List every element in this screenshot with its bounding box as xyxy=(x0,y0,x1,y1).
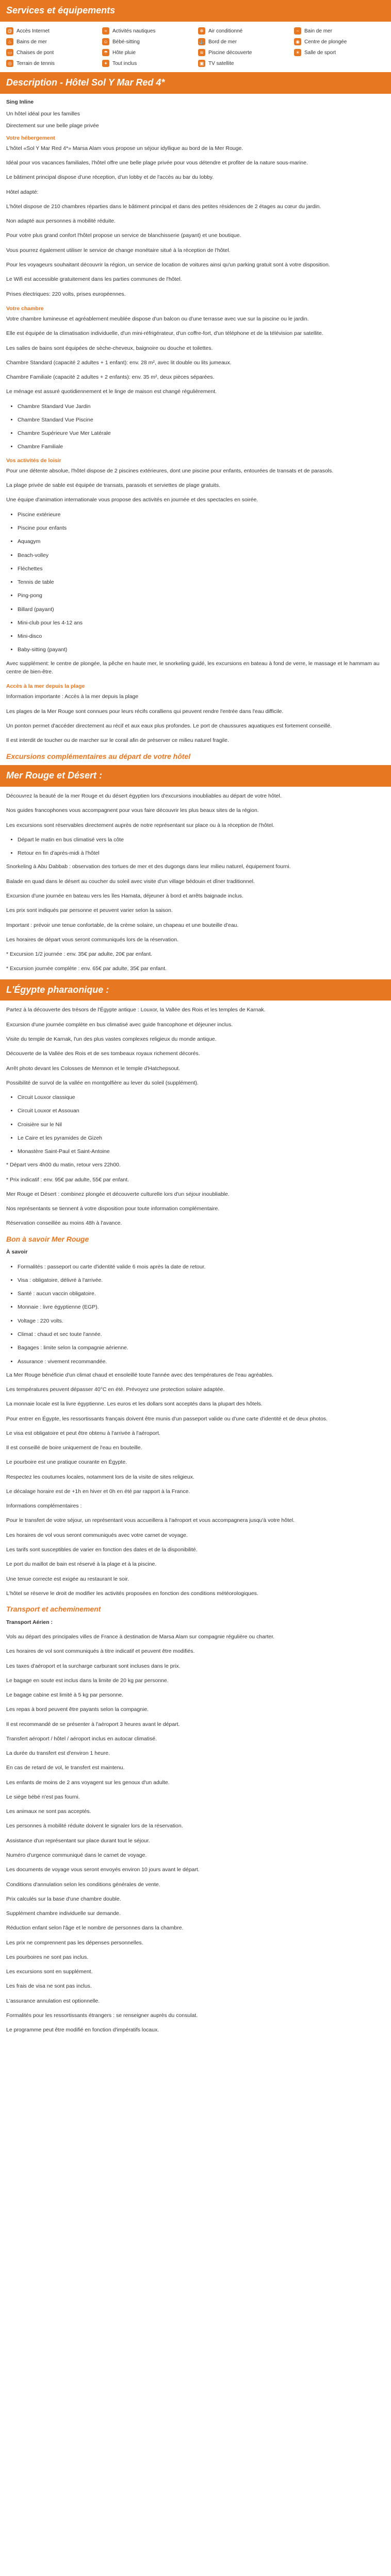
label: À savoir xyxy=(6,1249,28,1256)
activity-icon: ≈ xyxy=(102,27,109,35)
paragraph: Excursion d'une journée en bateau vers les îles Hamata, déjeuner à bord et arrêts baignade inclus. xyxy=(6,892,243,899)
section xyxy=(6,456,385,676)
aircon-icon: ❄ xyxy=(198,27,205,35)
paragraph: * Excursion journée complète : env. 65€ par adulte, 35€ par enfant. xyxy=(6,965,167,972)
bullet-item: • Piscine pour enfants xyxy=(18,524,385,532)
paragraph: Les pourboires ne sont pas inclus. xyxy=(6,1954,89,1960)
paragraph: Supplément chambre individuelle sur demande. xyxy=(6,1910,121,1917)
bullet-item: • Circuit Louxor et Assouan xyxy=(18,1107,385,1115)
car-icon: ◉ xyxy=(294,38,301,45)
paragraph: Visite du temple de Karnak, l'un des plus vastes complexes religieux du monde antique. xyxy=(6,1036,217,1042)
service-item xyxy=(102,38,193,46)
bullet-list xyxy=(6,402,385,451)
paragraph: En cas de retard de vol, le transfert est maintenu. xyxy=(6,1765,125,1771)
bullet-item: • Chambre Standard Vue Piscine xyxy=(18,416,385,424)
paragraph: Prises électriques: 220 volts, prises européennes. xyxy=(6,291,126,297)
paragraph: Les taxes d'aéroport et la surcharge carburant sont incluses dans le prix. xyxy=(6,1663,181,1669)
sun-icon: ☀ xyxy=(294,49,301,56)
section xyxy=(6,765,385,973)
paragraph: Les horaires de vol sont communiqués à titre indicatif et peuvent être modifiés. xyxy=(6,1648,195,1655)
service-label: Bains de mer xyxy=(17,39,47,45)
paragraph: Les frais de visa ne sont pas inclus. xyxy=(6,1983,92,1990)
section xyxy=(6,751,385,762)
paragraph: * Excursion 1/2 journée : env. 35€ par adulte, 20€ par enfant. xyxy=(6,951,152,958)
service-label: Accès Internet xyxy=(17,28,50,34)
paragraph: Il est interdit de toucher ou de marcher sur le corail afin de préserver ce milieu naturel fragile. xyxy=(6,737,229,744)
paragraph: Découverte de la Vallée des Rois et de ses tombeaux royaux richement décorés. xyxy=(6,1050,200,1057)
service-label: Chaises de pont xyxy=(17,49,54,56)
cabin-icon: ☂ xyxy=(102,49,109,56)
paragraph: Conditions d'annulation selon les conditions générales de vente. xyxy=(6,1881,160,1888)
paragraph: L'hôtel «Sol Y Mar Red 4*» Marsa Alam vous propose un séjour idyllique au bord de la Mer Rouge. xyxy=(6,145,243,151)
service-label: Centre de plongée xyxy=(304,39,347,45)
paragraph: Les températures peuvent dépasser 40°C en été. Prévoyez une protection solaire adaptée. xyxy=(6,1386,225,1393)
bullet-item: • Monastère Saint-Paul et Saint-Antoine xyxy=(18,1147,385,1156)
label: Transport Aérien : xyxy=(6,1619,53,1625)
bullet-item: • Aquagym xyxy=(18,537,385,546)
service-label: Bord de mer xyxy=(208,39,237,45)
bullet-item: • Climat : chaud et sec toute l'année. xyxy=(18,1330,385,1338)
paragraph: Pour votre plus grand confort l'hôtel propose un service de blanchisserie (payant) et une boutique. xyxy=(6,232,241,239)
paragraph: Une équipe d'animation internationale vous propose des activités en journée et des spectacles en soirée. xyxy=(6,497,258,503)
paragraph: Nos représentants se tiennent à votre disposition pour toute information complémentaire. xyxy=(6,1206,220,1212)
paragraph: Le pourboire est une pratique courante en Égypte. xyxy=(6,1459,127,1466)
bullet-item: • Tennis de table xyxy=(18,578,385,586)
bullet-item: • Chambre Standard Vue Jardin xyxy=(18,402,385,411)
service-item xyxy=(6,27,97,36)
paragraph: Les horaires de départ vous seront communiqués lors de la réservation. xyxy=(6,936,178,943)
paragraph: Elle est équipée de la climatisation individuelle, d'un mini-réfrigérateur, d'un coffre-fort, d'un téléphone et de la télévision par satellite. xyxy=(6,330,323,337)
paragraph: Les horaires de vol vous seront communiqués avec votre carnet de voyage. xyxy=(6,1532,188,1538)
section-heading: Bon à savoir Mer Rouge xyxy=(6,1234,89,1243)
paragraph: Les salles de bains sont équipées de sèche-cheveux, baignoire ou douche et toilettes. xyxy=(6,345,213,351)
pool-icon: ≋ xyxy=(198,49,205,56)
intro-title: Sing Inline xyxy=(6,98,34,105)
bullet-item: • Ping-pong xyxy=(18,591,385,600)
section xyxy=(6,682,385,744)
service-item xyxy=(6,48,97,57)
bullet-item: • Fléchettes xyxy=(18,565,385,573)
service-label: Air conditionné xyxy=(208,28,243,34)
paragraph: Chambre Standard (capacité 2 adultes + 1 enfant): env. 28 m², avec lit double ou lits jumeaux. xyxy=(6,359,232,366)
paragraph: Numéro d'urgence communiqué dans le carnet de voyage. xyxy=(6,1852,147,1858)
paragraph: Le bagage en soute est inclus dans la limite de 20 kg par personne. xyxy=(6,1677,169,1684)
description-content xyxy=(0,98,391,2035)
section xyxy=(6,304,385,451)
paragraph: Idéal pour vos vacances familiales, l'hôtel offre une belle plage privée pour vous détendre et profiter de la nature sous-marine. xyxy=(6,160,308,166)
paragraph: Le Wifi est accessible gratuitement dans les parties communes de l'hôtel. xyxy=(6,276,182,283)
bullet-item: • Le Caire et les pyramides de Gizeh xyxy=(18,1134,385,1142)
service-label: Bébé-sitting xyxy=(112,39,140,45)
paragraph: Le programme peut être modifié en fonction d'impératifs locaux. xyxy=(6,2027,159,2033)
paragraph: Non adapté aux personnes à mobilité réduite. xyxy=(6,218,116,225)
paragraph: Pour le transfert de votre séjour, un représentant vous accueillera à l'aéroport et vous accompagnera jusqu'à votre hôtel. xyxy=(6,1517,295,1524)
bath-icon: ~ xyxy=(294,27,301,35)
anchor-icon: ⚓ xyxy=(199,39,205,45)
service-item xyxy=(6,38,97,46)
bed-icon: ☺ xyxy=(102,38,109,45)
bullet-list xyxy=(6,1093,385,1156)
bullet-item: • Formalités : passeport ou carte d'identité valide 6 mois après la date de retour. xyxy=(18,1263,385,1271)
paragraph: La Mer Rouge bénéficie d'un climat chaud et ensoleillé toute l'année avec des températures de l'eau agréables. xyxy=(6,1371,273,1378)
paragraph: Pour entrer en Égypte, les ressortissants français doivent être munis d'un passeport valide ou d'une carte d'identité et de deux photos. xyxy=(6,1415,328,1422)
paragraph: Les prix sont indiqués par personne et peuvent varier selon la saison. xyxy=(6,907,173,914)
section-heading: Transport et acheminement xyxy=(6,1605,101,1614)
paragraph: Prix calculés sur la base d'une chambre double. xyxy=(6,1895,121,1902)
meal-icon: @ xyxy=(6,27,13,35)
paragraph: Les repas à bord peuvent être payants selon la compagnie. xyxy=(6,1706,149,1713)
paragraph: Un ponton permet d'accéder directement au récif et aux eaux plus profondes. Le port de chaussures aquatiques est fortement conseillé. xyxy=(6,723,332,729)
bullet-item: • Chambre Familiale xyxy=(18,443,385,451)
bullet-item: • Santé : aucun vaccin obligatoire. xyxy=(18,1290,385,1298)
paragraph: Une tenue correcte est exigée au restaurant le soir. xyxy=(6,1575,129,1582)
service-label: Bain de mer xyxy=(304,28,332,34)
paragraph: Le décalage horaire est de +1h en hiver et 0h en été par rapport à la France. xyxy=(6,1488,190,1495)
section xyxy=(6,1234,385,1496)
paragraph: Arrêt photo devant les Colosses de Memnon et le temple d'Hatchepsout. xyxy=(6,1065,181,1072)
paragraph: Pour les voyageurs souhaitant découvrir la région, un service de location de voitures ainsi qu'un parking gratuit sont à votre disposition. xyxy=(6,261,330,268)
bullet-item: • Baby-sitting (payant) xyxy=(18,646,385,654)
section xyxy=(6,979,385,1228)
paragraph: Nos guides francophones vous accompagnent pour vous faire découvrir les plus beaux sites de la région. xyxy=(6,807,259,814)
bullet-item: • Circuit Louxor classique xyxy=(18,1093,385,1101)
services-banner: Services et équipements xyxy=(0,0,391,22)
paragraph: Possibilité de survol de la vallée en montgolfière au lever du soleil (supplément). xyxy=(6,1079,199,1086)
paragraph: Respectez les coutumes locales, notamment lors de la visite de sites religieux. xyxy=(6,1473,194,1480)
service-item xyxy=(102,48,193,57)
section xyxy=(6,98,385,130)
paragraph: Le ménage est assuré quotidiennement et le linge de maison est changé régulièrement. xyxy=(6,388,217,395)
bullet-item: • Billard (payant) xyxy=(18,605,385,614)
paragraph: Les documents de voyage vous seront envoyés environ 10 jours avant le départ. xyxy=(6,1867,200,1873)
paragraph: * Prix indicatif : env. 95€ par adulte, 55€ par enfant. xyxy=(6,1176,129,1183)
service-item xyxy=(6,59,97,68)
service-item xyxy=(294,48,385,57)
paragraph: Les enfants de moins de 2 ans voyagent sur les genoux d'un adulte. xyxy=(6,1779,170,1786)
paragraph: Le bâtiment principal dispose d'une réception, d'un lobby et de l'accès au bar du lobby. xyxy=(6,174,214,181)
paragraph: Les prix ne comprennent pas les dépenses personnelles. xyxy=(6,1939,143,1946)
bullet-item: • Voltage : 220 volts. xyxy=(18,1317,385,1325)
paragraph: Il est conseillé de boire uniquement de l'eau en bouteille. xyxy=(6,1445,142,1451)
bullet-item: • Assurance : vivement recommandée. xyxy=(18,1358,385,1366)
wifi-icon: ◎ xyxy=(6,60,13,67)
bullet-item: • Beach-volley xyxy=(18,551,385,560)
bar-icon: ♨ xyxy=(6,38,13,45)
tv-icon: ▣ xyxy=(198,60,205,67)
paragraph: L'hôtel dispose de 210 chambres réparties dans le bâtiment principal et dans des petites résidences de 2 étages au cœur du jardin. xyxy=(6,203,321,210)
paragraph: Le visa est obligatoire et peut être obtenu à l'arrivée à l'aéroport. xyxy=(6,1430,160,1436)
paragraph: Information importante : Accès à la mer depuis la plage xyxy=(6,693,139,700)
service-item xyxy=(198,38,289,46)
bullet-item: • Mini-club pour les 4-12 ans xyxy=(18,619,385,627)
paragraph: Les personnes à mobilité réduite doivent le signaler lors de la réservation. xyxy=(6,1823,183,1829)
service-item xyxy=(294,27,385,36)
section-heading: Vos activités de loisir xyxy=(6,457,61,464)
paragraph: Mer Rouge et Désert : combinez plongée et découverte culturelle lors d'un séjour inoubliable. xyxy=(6,1191,230,1197)
section-heading: Votre hébergement xyxy=(6,134,55,141)
paragraph: Les excursions sont en supplément. xyxy=(6,1969,93,1975)
paragraph: Formalités pour les ressortissants étrangers : se renseigner auprès du consulat. xyxy=(6,2012,198,2019)
section xyxy=(6,134,385,298)
paragraph: * Départ vers 4h00 du matin, retour vers 22h00. xyxy=(6,1162,121,1168)
paragraph: Important : prévoir une tenue confortable, de la crème solaire, un chapeau et une bouteille d'eau. xyxy=(6,922,239,928)
service-label: Hôte pluie xyxy=(112,49,136,56)
section-heading: Votre chambre xyxy=(6,305,44,312)
service-item xyxy=(198,48,289,57)
paragraph: Les excursions sont réservables directement auprès de notre représentant sur place ou à la réception de l'hôtel. xyxy=(6,822,274,828)
service-label: Piscine découverte xyxy=(208,49,252,56)
paragraph: Snorkeling à Abu Dabbab : observation des tortues de mer et des dugongs dans leur milieu naturel, équipement fourni. xyxy=(6,863,291,870)
paragraph: Le bagage cabine est limité à 5 kg par personne. xyxy=(6,1692,124,1699)
bullet-item: • Retour en fin d'après-midi à l'hôtel xyxy=(18,849,385,857)
service-item xyxy=(198,27,289,36)
chair-icon: ▭ xyxy=(6,49,13,56)
paragraph: Les plages de la Mer Rouge sont connues pour leurs récifs coralliens qui peuvent rendre l'entrée dans l'eau difficile. xyxy=(6,708,284,715)
service-item xyxy=(198,59,289,68)
paragraph: La durée du transfert est d'environ 1 heure. xyxy=(6,1750,110,1757)
snorkel-banner: Mer Rouge et Désert : xyxy=(0,765,391,787)
service-label: TV satellite xyxy=(208,60,234,66)
bullet-list xyxy=(6,836,385,858)
bullet-item: • Départ le matin en bus climatisé vers la côte xyxy=(18,836,385,844)
bullet-item: • Piscine extérieure xyxy=(18,511,385,519)
section xyxy=(6,1502,385,1598)
bullet-list xyxy=(6,1263,385,1366)
service-item xyxy=(294,38,385,46)
service-label: Salle de sport xyxy=(304,49,336,56)
paragraph: Réduction enfant selon l'âge et le nombre de personnes dans la chambre. xyxy=(6,1925,184,1931)
paragraph: Les animaux ne sont pas acceptés. xyxy=(6,1808,91,1815)
paragraph: Excursion d'une journée complète en bus climatisé avec guide francophone et déjeuner inclus. xyxy=(6,1021,233,1028)
paragraph: L'hôtel se réserve le droit de modifier les activités proposées en fonction des conditions météorologiques. xyxy=(6,1590,258,1597)
paragraph: Hôtel adapté: xyxy=(6,189,39,195)
paragraph: Chambre Familiale (capacité 2 adultes + 2 enfants): env. 35 m², deux pièces séparées. xyxy=(6,374,215,381)
paragraph: L'assurance annulation est optionnelle. xyxy=(6,1997,100,2004)
section-heading: Excursions complémentaires au départ de votre hôtel xyxy=(6,752,191,760)
paragraph: Le siège bébé n'est pas fourni. xyxy=(6,1793,80,1800)
paragraph: Il est recommandé de se présenter à l'aéroport 3 heures avant le départ. xyxy=(6,1721,180,1727)
paragraph: Le port du maillot de bain est réservé à la plage et à la piscine. xyxy=(6,1561,157,1568)
service-item xyxy=(102,27,193,36)
bullet-item: • Croisière sur le Nil xyxy=(18,1121,385,1129)
service-item xyxy=(102,59,193,68)
paragraph: Vous pourrez également utiliser le service de change monétaire situé à la réception de l'hôtel. xyxy=(6,247,231,253)
paragraph: La monnaie locale est la livre égyptienne. Les euros et les dollars sont acceptés dans la plupart des hôtels. xyxy=(6,1401,263,1408)
section-heading: Accès à la mer depuis la plage xyxy=(6,683,85,690)
service-label: Terrain de tennis xyxy=(17,60,55,66)
bullet-item: • Mini-disco xyxy=(18,632,385,640)
paragraph: Votre chambre lumineuse et agréablement meublée dispose d'un balcon ou d'une terrasse avec vue sur la piscine ou le jardin. xyxy=(6,316,309,323)
services-grid xyxy=(0,26,391,72)
bullet-item: • Chambre Supérieure Vue Mer Latérale xyxy=(18,429,385,437)
egypte-banner: L'Égypte pharaonique : xyxy=(0,979,391,1001)
paragraph: Découvrez la beauté de la mer Rouge et du désert égyptien lors d'excursions inoubliables au départ de votre hôtel. xyxy=(6,793,282,800)
bullet-item: • Visa : obligatoire, délivré à l'arrivée. xyxy=(18,1276,385,1284)
description-banner: Description - Hôtel Sol Y Mar Red 4* xyxy=(0,72,391,94)
paragraph: Transfert aéroport / hôtel / aéroport inclus en autocar climatisé. xyxy=(6,1735,157,1742)
paragraph: Assistance d'un représentant sur place durant tout le séjour. xyxy=(6,1837,150,1844)
spa-icon: ✦ xyxy=(102,60,109,67)
paragraph: Les tarifs sont susceptibles de varier en fonction des dates et de la disponibilité. xyxy=(6,1546,198,1553)
paragraph: La plage privée de sable est équipée de transats, parasols et serviettes de plage gratuits. xyxy=(6,482,221,489)
paragraph: Informations complémentaires : xyxy=(6,1503,82,1510)
bullet-list xyxy=(6,511,385,654)
paragraph: Directement sur une belle plage privée xyxy=(6,123,99,129)
bullet-item: • Monnaie : livre égyptienne (EGP). xyxy=(18,1303,385,1311)
paragraph: Partez à la découverte des trésors de l'Égypte antique : Louxor, la Vallée des Rois et les temples de Karnak. xyxy=(6,1007,266,1013)
section xyxy=(6,1604,385,2034)
paragraph: Pour une détente absolue, l'hôtel dispose de 2 piscines extérieures, dont une piscine pour enfants, entourées de transats et de parasols. xyxy=(6,467,334,474)
bullet-item: • Bagages : limite selon la compagnie aérienne. xyxy=(18,1344,385,1352)
service-label: Tout inclus xyxy=(112,60,137,66)
paragraph: Balade en quad dans le désert au coucher du soleil avec visite d'un village bédouin et dîner traditionnel. xyxy=(6,878,255,885)
paragraph: Réservation conseillée au moins 48h à l'avance. xyxy=(6,1220,122,1227)
paragraph: Un hôtel idéal pour les familles xyxy=(6,111,80,117)
paragraph: Avec supplément: le centre de plongée, la pêche en haute mer, le snorkeling guidé, les excursions en bateau à fond de verre, le massage et le hammam au centre de bien-être. xyxy=(6,660,380,675)
paragraph: Vols au départ des principales villes de France à destination de Marsa Alam sur compagnie régulière ou charter. xyxy=(6,1633,275,1640)
service-label: Activités nautiques xyxy=(112,28,156,34)
